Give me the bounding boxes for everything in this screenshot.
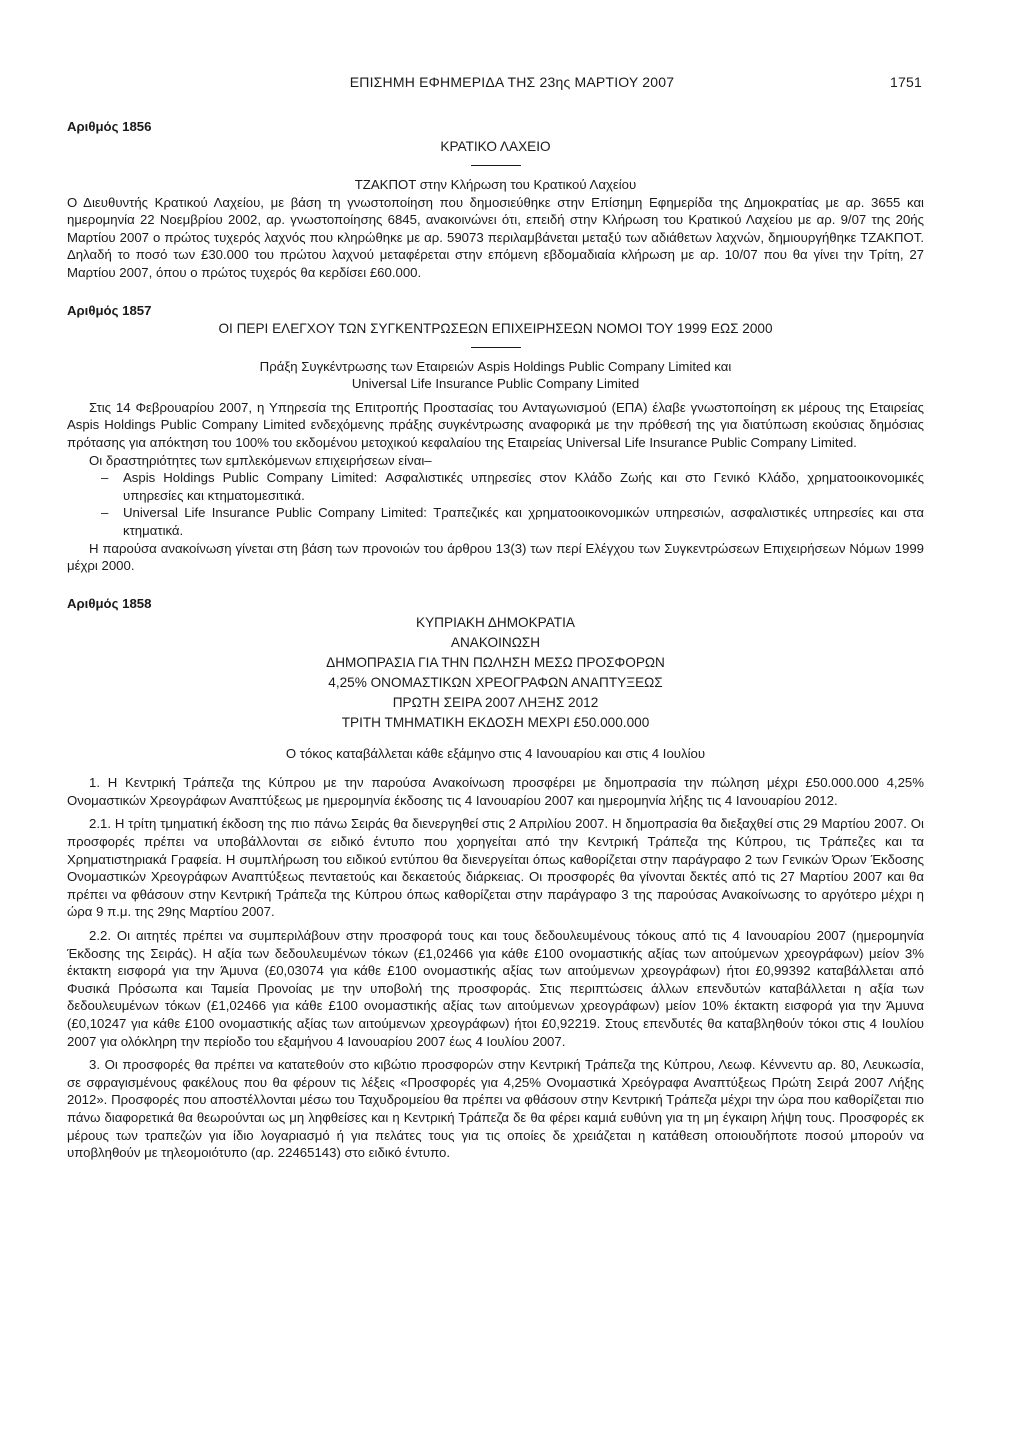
notice-heading-block <box>67 613 924 733</box>
paragraph: 1. Η Κεντρική Τράπεζα της Κύπρου με την παρούσα Ανακοίνωση προσφέρει με δημοπρασία την πώληση μέχρι £50.000.000 4,25% Ονομαστικών Χρεογράφων Αναπτύξεως με ημερομηνία έκδοσης τις 4 Ιανουαρίου 2007 και ημερομηνία λήξης τις 4 Ιανουαρίου 2012. <box>67 775 924 808</box>
notice-subtitle: ΤΖΑΚΠΟΤ στην Κλήρωση του Κρατικού Λαχείου <box>354 177 637 192</box>
notice-subtitle-line-1: Πράξη Συγκέντρωσης των Εταιρειών Aspis Holdings Public Company Limited και <box>259 358 732 374</box>
paragraph: 2.1. Η τρίτη τμηματική έκδοση της πιο πάνω Σειράς θα διενεργηθεί στις 2 Απριλίου 2007. Η δημοπρασία θα διεξαχθεί στις 29 Μαρτίου 2007. Οι προσφορές πρέπει να υποβάλλονται σε ειδικό έντυπο που χορηγείται από την Κεντρική Τράπεζα της Κύπρου, τις Τράπεζες και τα Χρηματιστηριακά Γραφεία. Η συμπλήρωση του ειδικού εντύπου θα διενεργείται όπως καθορίζεται στην παράγραφο 2 των Γενικών Όρων Έκδοσης Ονομαστικών Χρεογράφων Αναπτύξεως πενταετούς και δεκαετούς διάρκειας. Οι προσφορές θα γίνονται δεκτές από τις 27 Μαρτίου 2007 και θα πρέπει να φθάσουν στην Κεντρική Τράπεζα της Κύπρου όπως καθορίζεται στην παράγραφο 3 της παρούσας Ανακοίνωσης το αργότερο μέχρι η ώρα 9 π.μ. της 29ης Μαρτίου 2007. <box>67 816 924 920</box>
heading-line: ΚΥΠΡΙΑΚΗ ΔΗΜΟΚΡΑΤΙΑ <box>416 614 575 630</box>
notice-title: ΟΙ ΠΕΡΙ ΕΛΕΓΧΟΥ ΤΩΝ ΣΥΓΚΕΝΤΡΩΣΕΩΝ ΕΠΙΧΕΙΡΗΣΕΩΝ ΝΟΜΟΙ ΤΟΥ 1999 ΕΩΣ 2000 <box>218 320 773 336</box>
notice-number: Αριθμός 1856 <box>67 119 152 134</box>
notice-body: Ο Διευθυντής Κρατικού Λαχείου, με βάση τη γνωστοποίηση που δημοσιεύθηκε στην Επίσημη Εφημερίδα της Δημοκρατίας με αρ. 3655 και ημερομηνία 22 Νοεμβρίου 2002, αρ. γνωστοποίησης 6845, ανακοινώνει ότι, επειδή στην Κλήρωση του Κρατικού Λαχείου με αρ. 9/07 της 20ής Μαρτίου 2007 ο πρώτος τυχερός λαχνός που κληρώθηκε με αρ. 59073 περιλαμβάνεται μεταξύ των αδιάθετων λαχνών, δημιουργήθηκε ΤΖΑΚΠΟΤ. Δηλαδή το ποσό των £30.000 του πρώτου λαχνού μεταφέρεται στην επόμενη εβδομαδιαία κλήρωση με αρ. 10/07 που θα γίνει την Τρίτη, 27 Μαρτίου 2007, όπου ο πρώτος τυχερός θα κερδίσει £60.000. <box>67 194 924 280</box>
heading-line: ΤΡΙΤΗ ΤΜΗΜΑΤΙΚΗ ΕΚΔΟΣΗ ΜΕΧΡΙ £50.000.000 <box>341 714 650 730</box>
list-item: – Aspis Holdings Public Company Limited: Ασφαλιστικές υπηρεσίες στον Κλάδο Ζωής και στο Γενικό Κλάδο, χρηματοοικονομικές υπηρεσίες και κτηματομεσιτικά. <box>123 469 924 504</box>
divider <box>471 165 521 166</box>
list-item: – Universal Life Insurance Public Company Limited: Τραπεζικές και χρηματοοικονομικών υπηρεσιών, ασφαλιστικές υπηρεσίες και στα κτηματικά. <box>123 504 924 539</box>
notice-number: Αριθμός 1857 <box>67 302 152 318</box>
notice-title: ΚΡΑΤΙΚΟ ΛΑΧΕΙΟ <box>440 139 551 154</box>
paragraph: Στις 14 Φεβρουαρίου 2007, η Υπηρεσία της Επιτροπής Προστασίας του Ανταγωνισμού (ΕΠΑ) έλαβε γνωστοποίηση εκ μέρους της Εταιρείας Aspis Holdings Public Company Limited ενδεχόμενης πράξης συγκέντρωσης αναφορικά με την πρόθεσή της για διατύπωση εκούσιας δημόσιας πρότασης για απόκτηση του 100% του εκδομένου μετοχικού κεφαλαίου της Εταιρείας Universal Life Insurance Public Company Limited. <box>67 399 924 450</box>
divider <box>471 347 521 348</box>
notice-1856 <box>67 118 924 282</box>
heading-line: ΑΝΑΚΟΙΝΩΣΗ <box>450 634 541 650</box>
notice-number: Αριθμός 1858 <box>67 595 152 611</box>
paragraph: 2.2. Οι αιτητές πρέπει να συμπεριλάβουν στην προσφορά τους και τους δεδουλευμένους τόκους από τις 4 Ιανουαρίου 2007 (ημερομηνία Έκδοσης της Σειράς). Η αξία των δεδουλευμένων τόκων (£1,02466 για κάθε £100 ονομαστικής αξίας των αιτούμενων χρεογράφων) μείον 3% έκτακτη εισφορά για την Άμυνα (£0,03074 για κάθε £100 ονομαστικής αξίας των αιτούμενων χρεογράφων) ήτοι £0,99392 καταβάλλεται από Φυσικά Πρόσωπα και Ταμεία Προνοίας με την υποβολή της προσφοράς. Στις περιπτώσεις άλλων επενδυτών καταβάλλεται η αξία των δεδουλευμένων τόκων (£1,02466 για κάθε £100 ονομαστικής αξίας των αιτούμενων χρεογράφων) μείον 10% έκτακτη εισφορά για την Άμυνα (£0,10247 για κάθε £100 ονομαστικής αξίας των αιτούμενων χρεογράφων) ήτοι £0,92219. Στους επενδυτές θα καταβληθούν τόκοι στις 4 Ιουλίου 2007 για ολόκληρη την περίοδο του εξαμήνου 4 Ιανουαρίου 2007 έως 4 Ιουλίου 2007. <box>67 928 924 1049</box>
page-content <box>67 118 924 1162</box>
heading-line: 4,25% ΟΝΟΜΑΣΤΙΚΩΝ ΧΡΕΟΓΡΑΦΩΝ ΑΝΑΠΤΥΞΕΩΣ <box>328 674 663 690</box>
heading-line: ΠΡΩΤΗ ΣΕΙΡΑ 2007 ΛΗΞΗΣ 2012 <box>392 694 599 710</box>
running-header <box>0 74 1024 96</box>
paragraph: Οι δραστηριότητες των εμπλεκόμενων επιχειρήσεων είναι– <box>89 452 432 468</box>
activities-list <box>67 469 924 539</box>
notice-1858 <box>67 595 924 1162</box>
page-number: 1751 <box>890 74 922 90</box>
notice-1857 <box>67 302 924 575</box>
notice-subtitle-line-2: Universal Life Insurance Public Company Limited <box>351 376 640 392</box>
gazette-title: ΕΠΙΣΗΜΗ ΕΦΗΜΕΡΙΔΑ ΤΗΣ 23ης ΜΑΡΤΙΟΥ 2007 <box>349 74 675 90</box>
paragraph: 3. Οι προσφορές θα πρέπει να κατατεθούν στο κιβώτιο προσφορών στην Κεντρική Τράπεζα της Κύπρου, Λεωφ. Κέννεντυ αρ. 80, Λευκωσία, σε σφραγισμένους φακέλους που θα φέρουν τις λέξεις «Προσφορές για 4,25% Ονομαστικά Χρεόγραφα Αναπτύξεως Πρώτη Σειρά 2007 Λήξης 2012». Προσφορές που αποστέλλονται μέσω του Ταχυδρομείου θα πρέπει να φθάσουν στην Κεντρική Τράπεζα μέχρι την ώρα που καθορίζεται πιο πάνω διαφορετικά θα θεωρούνται ως μη ληφθείσες και η Κεντρική Τράπεζα δε θα φέρει καμιά ευθύνη για τη μη έγκαιρη λήψη τους. Προσφορές εκ μέρους των τραπεζών για ίδιο λογαριασμό ή για πελάτες τους για τις οποίες δε χρειάζεται η κατάθεση οποιουδήποτε ποσού μπορούν να υποβληθούν με τηλεομοιότυπο (αρ. 22465143) στο ειδικό έντυπο. <box>67 1057 924 1161</box>
paragraph: Η παρούσα ανακοίνωση γίνεται στη βάση των προνοιών του άρθρου 13(3) των περί Ελέγχου των Συγκεντρώσεων Επιχειρήσεων Νόμων 1999 μέχρι 2000. <box>67 540 924 574</box>
interest-line: Ο τόκος καταβάλλεται κάθε εξάμηνο στις 4 Ιανουαρίου και στις 4 Ιουλίου <box>285 745 706 761</box>
heading-line: ΔΗΜΟΠΡΑΣΙΑ ΓΙΑ ΤΗΝ ΠΩΛΗΣΗ ΜΕΣΩ ΠΡΟΣΦΟΡΩΝ <box>326 654 665 670</box>
